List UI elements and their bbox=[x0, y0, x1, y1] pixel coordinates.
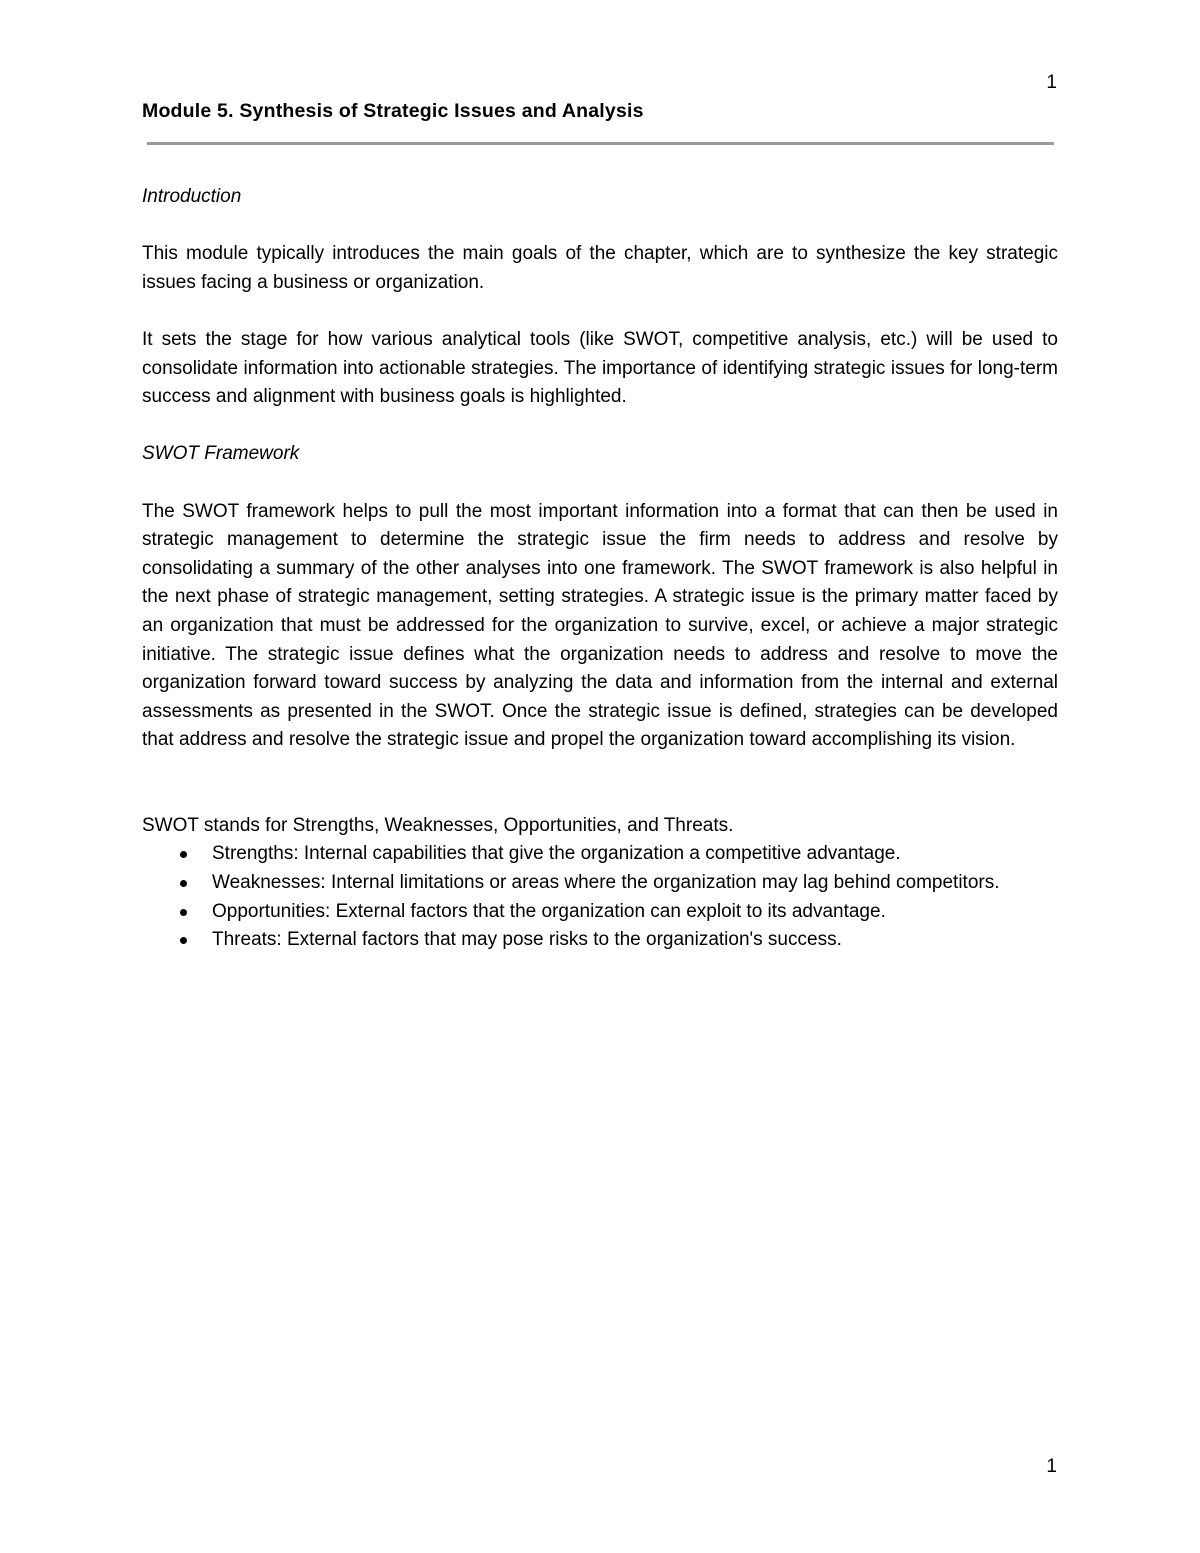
introduction-heading: Introduction bbox=[142, 186, 242, 207]
spacer bbox=[142, 412, 1058, 441]
introduction-paragraph-2: It sets the stage for how various analytical tools (like SWOT, competitive analysis, etc.) will be used to consolidate information into actionable strategies. The importance of identifying strategic issues for long-term success and alignment with business goals is highlighted. bbox=[142, 328, 1058, 408]
spacer bbox=[142, 212, 1058, 241]
page-number-top: 1 bbox=[1046, 72, 1057, 93]
page-number-bottom: 1 bbox=[1046, 1456, 1057, 1477]
bullet-icon bbox=[180, 851, 187, 858]
bullet-icon bbox=[180, 880, 187, 887]
list-item-threats bbox=[142, 926, 1058, 955]
spacer bbox=[142, 469, 1058, 498]
spacer bbox=[142, 297, 1058, 326]
title-divider bbox=[147, 142, 1054, 145]
bullet-icon bbox=[180, 909, 187, 916]
swot-framework-paragraph: The SWOT framework helps to pull the most important information into a format that can then be used in strategic management to determine the strategic issue the firm needs to address and resolve by consolidating a summary of the other analyses into one framework. The SWOT framework is also helpful in the next phase of strategic management, setting strategies. A strategic issue is the primary matter faced by an organization that must be addressed for the organization to survive, excel, or achieve a major strategic initiative. The strategic issue defines what the organization needs to address and resolve to move the organization forward toward success by analyzing the data and information from the internal and external assessments as presented in the SWOT. Once the strategic issue is defined, strategies can be developed that address and resolve the strategic issue and propel the organization toward accomplishing its vision. bbox=[142, 500, 1058, 751]
document-body bbox=[142, 183, 1058, 955]
page-title: Module 5. Synthesis of Strategic Issues and Analysis bbox=[142, 100, 644, 122]
swot-list bbox=[142, 840, 1058, 954]
swot-framework-heading: SWOT Framework bbox=[142, 443, 300, 465]
introduction-paragraph-1: This module typically introduces the main goals of the chapter, which are to synthesize the key strategic issues facing a business or organization. bbox=[142, 243, 1058, 293]
bullet-icon bbox=[180, 937, 187, 944]
list-item-text: Weaknesses: Internal limitations or areas where the organization may lag behind competitors. bbox=[212, 872, 1000, 894]
swot-definition: SWOT stands for Strengths, Weaknesses, Opportunities, and Threats. bbox=[142, 814, 734, 836]
list-item-strengths bbox=[142, 840, 1058, 869]
list-item-weaknesses bbox=[142, 869, 1058, 898]
list-item-text: Strengths: Internal capabilities that give the organization a competitive advantage. bbox=[212, 843, 901, 865]
list-item-text: Threats: External factors that may pose risks to the organization's success. bbox=[212, 929, 842, 951]
list-item-opportunities bbox=[142, 898, 1058, 927]
spacer bbox=[142, 755, 1058, 812]
list-item-text: Opportunities: External factors that the organization can exploit to its advantage. bbox=[212, 900, 886, 922]
